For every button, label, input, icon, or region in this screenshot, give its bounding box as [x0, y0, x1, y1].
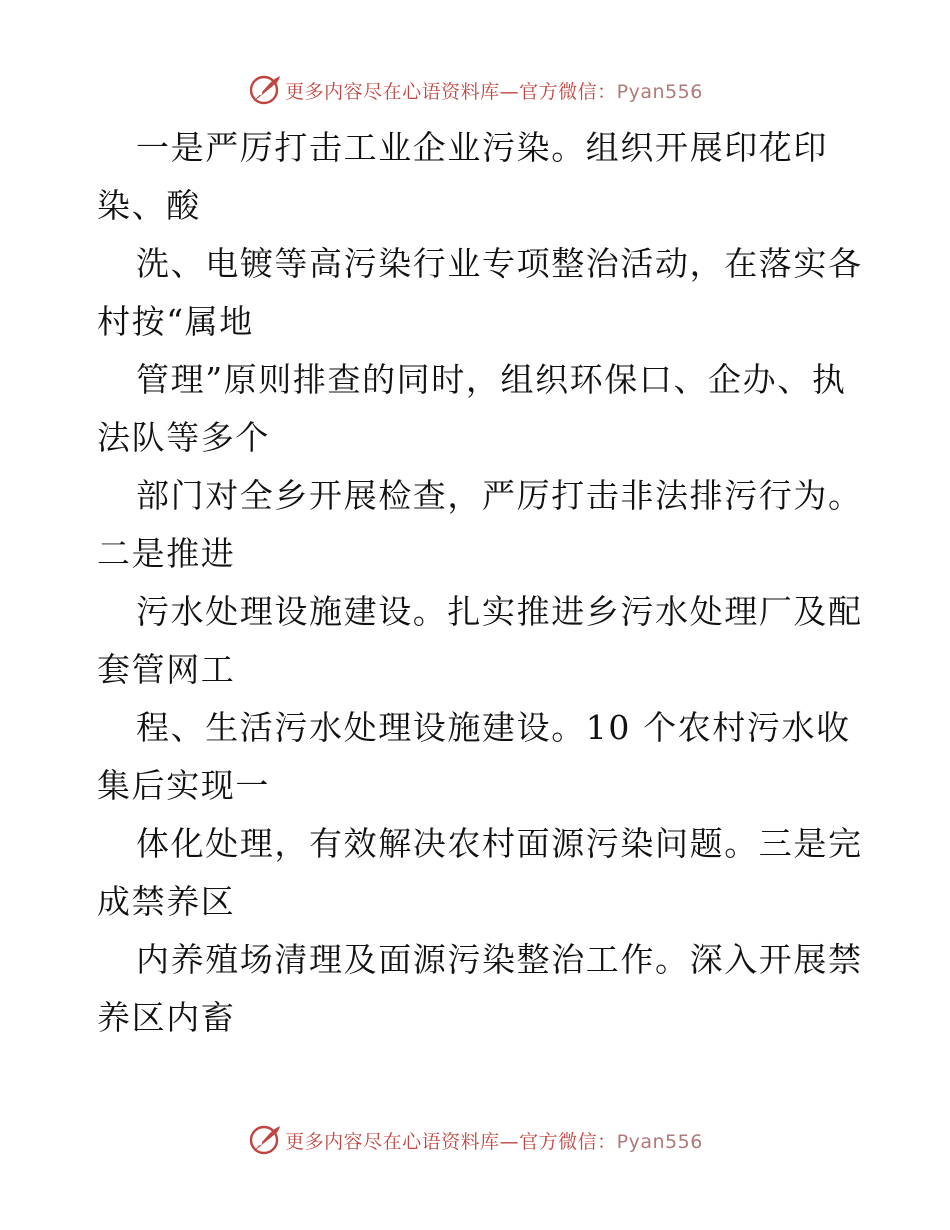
footer-banner-text [285, 1127, 703, 1154]
text-line: 村按“属地 [97, 302, 254, 341]
footer-banner [0, 1120, 950, 1160]
text-line: 套管网工 [97, 650, 236, 689]
text-line: 二是推进 [97, 534, 236, 573]
text-line: 染、酸 [97, 186, 201, 225]
text-line: 一是严厉打击工业企业污染。组织开展印花印 [136, 128, 828, 167]
document-body [97, 119, 867, 1047]
text-line: 部门对全乡开展检查，严厉打击非法排污行为。 [136, 476, 863, 515]
text-line: 养区内畜 [97, 998, 236, 1037]
header-wechat-id: Pyan556 [616, 80, 703, 103]
quill-logo-icon [247, 1123, 281, 1157]
text-line: 程、生活污水处理设施建设。10 个农村污水收 [136, 708, 851, 747]
header-banner-label: 更多内容尽在心语资料库—官方微信： [285, 80, 617, 103]
text-line: 成禁养区 [97, 882, 236, 921]
footer-banner-label: 更多内容尽在心语资料库—官方微信： [285, 1130, 617, 1153]
header-banner [0, 70, 950, 110]
quill-logo-icon [247, 73, 281, 107]
text-line: 洗、电镀等高污染行业专项整治活动，在落实各 [136, 244, 863, 283]
text-line: 法队等多个 [97, 418, 270, 457]
text-line: 体化处理，有效解决农村面源污染问题。三是完 [136, 824, 863, 863]
text-line: 集后实现一 [97, 766, 270, 805]
footer-wechat-id: Pyan556 [616, 1130, 703, 1153]
text-line: 内养殖场清理及面源污染整治工作。深入开展禁 [136, 940, 863, 979]
text-line: 污水处理设施建设。扎实推进乡污水处理厂及配 [136, 592, 863, 631]
header-banner-text [285, 77, 703, 104]
text-line: 管理”原则排查的同时，组织环保口、企办、执 [136, 360, 847, 399]
